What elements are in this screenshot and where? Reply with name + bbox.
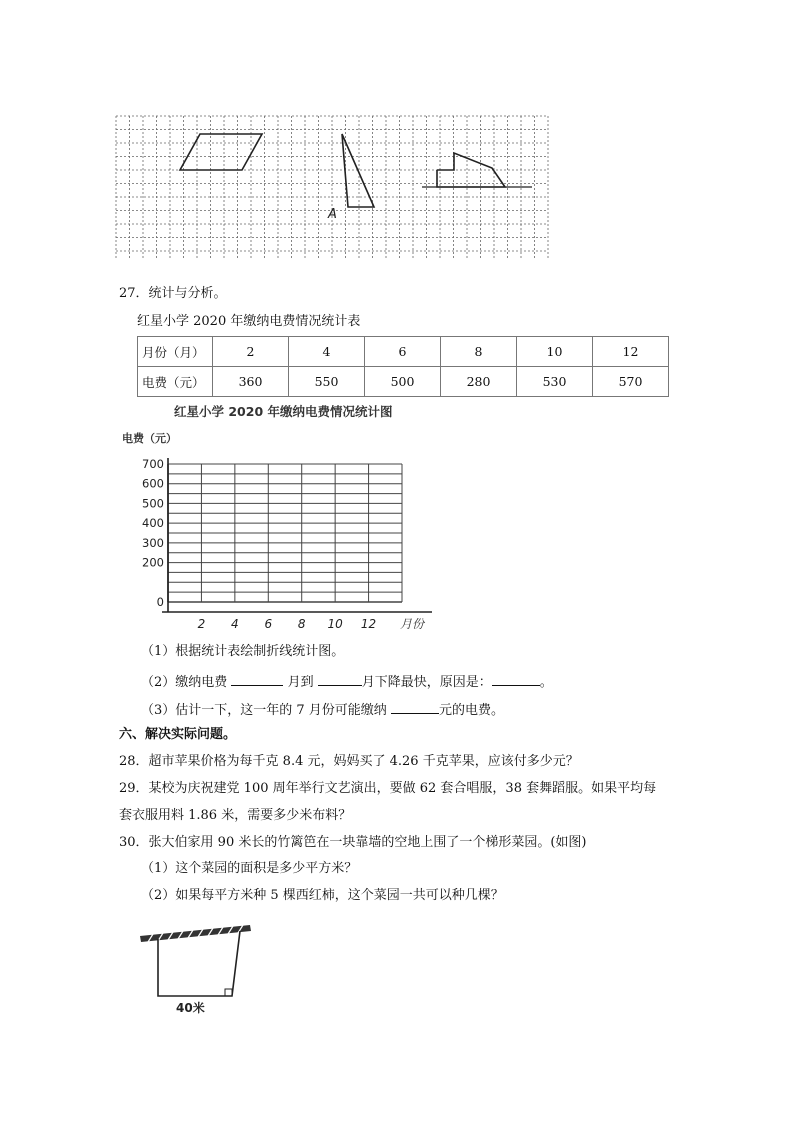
table-cell: 6	[365, 337, 441, 367]
q30-sub1: （1）这个菜园的面积是多少平方米？	[141, 861, 358, 876]
answer-blank-july-fee[interactable]	[391, 699, 439, 714]
answer-blank-start-month[interactable]	[231, 671, 283, 686]
table-header-fee: 电费（元）	[138, 367, 213, 397]
q27-sub3-part-b: 元的电费。	[438, 703, 504, 718]
table-cell: 570	[593, 367, 669, 397]
table-header-month: 月份（月）	[138, 337, 213, 367]
point-a-label: A	[328, 207, 337, 222]
wall-hatching	[140, 925, 251, 942]
table-cell: 280	[441, 367, 517, 397]
chart-x-tick-label: 2	[197, 617, 206, 631]
chart-x-tick-label: 10	[327, 617, 343, 631]
chart-title: 红星小学 2020 年缴纳电费情况统计图	[174, 404, 393, 419]
q27-sub3	[141, 699, 504, 721]
parallelogram-shape	[180, 134, 262, 170]
table-cell: 360	[213, 367, 289, 397]
table-cell: 550	[289, 367, 365, 397]
q27-sub2	[141, 671, 553, 693]
table-cell: 4	[289, 337, 365, 367]
q29-line1: 29．某校为庆祝建党 100 周年举行文艺演出，要做 62 套合唱服，38 套舞蹈服。如果平均每	[119, 781, 657, 796]
chart-y-tick-label: 300	[142, 535, 164, 550]
q30-line1: 30．张大伯家用 90 米长的竹篱笆在一块靠墙的空地上围了一个梯形菜园。(如图)	[119, 835, 587, 850]
chart-ylabel: 电费（元）	[122, 432, 177, 445]
fence-outline	[158, 931, 240, 996]
table-cell: 500	[365, 367, 441, 397]
trapezoid-garden-figure	[130, 918, 270, 1018]
table-cell: 530	[517, 367, 593, 397]
chart-x-tick-label: 8	[297, 617, 306, 631]
chart-y-tick-label: 400	[142, 516, 164, 531]
q27-sub3-part-a: （3）估计一下，这一年的 7 月份可能缴纳	[141, 703, 387, 718]
grid-figure	[112, 112, 552, 262]
chart-x-ticks	[198, 617, 377, 631]
answer-blank-reason[interactable]	[492, 671, 540, 686]
table-cell: 8	[441, 337, 517, 367]
chart-grid	[162, 458, 432, 612]
q27-sub2-part-d: 。	[539, 675, 553, 690]
table-cell: 10	[517, 337, 593, 367]
answer-blank-end-month[interactable]	[318, 671, 362, 686]
line-chart	[120, 400, 450, 638]
right-angle-mark	[225, 989, 232, 996]
chart-y-tick-label: 600	[142, 476, 164, 491]
chart-x-tick-label: 6	[264, 617, 273, 631]
q28-text: 28．超市苹果价格为每千克 8.4 元，妈妈买了 4.26 千克苹果，应该付多少元？	[119, 754, 579, 769]
q27-sub2-part-a: （2）缴纳电费	[141, 675, 228, 690]
chart-y-tick-label: 500	[142, 496, 164, 511]
q27-sub1: （1）根据统计表绘制折线统计图。	[141, 644, 345, 659]
chart-xlabel: 月份	[400, 617, 425, 631]
table-row-fee	[138, 367, 669, 397]
electricity-fee-table	[137, 336, 669, 397]
chart-x-tick-label: 12	[360, 617, 377, 631]
q30-sub2: （2）如果每平方米种 5 棵西红柿，这个菜园一共可以种几棵？	[141, 888, 504, 903]
right-triangle-shape	[342, 134, 374, 207]
section-6-title: 六、解决实际问题。	[119, 727, 237, 742]
q27-sub2-part-b: 月到	[287, 675, 314, 690]
composite-shape	[437, 153, 505, 187]
chart-y-tick-label: 700	[142, 457, 164, 471]
q29-line2: 套衣服用料 1.86 米，需要多少米布料？	[119, 808, 352, 823]
chart-y-ticks	[142, 457, 164, 609]
chart-y-tick-label: 200	[142, 555, 164, 570]
chart-y-tick-label: 0	[156, 595, 164, 609]
table-cell: 2	[213, 337, 289, 367]
table-cell: 12	[593, 337, 669, 367]
table-row-month	[138, 337, 669, 367]
chart-x-tick-label: 4	[231, 617, 239, 631]
q27-title: 27．统计与分析。	[119, 286, 227, 301]
table-caption: 红星小学 2020 年缴纳电费情况统计表	[137, 314, 361, 329]
garden-base-label: 40米	[176, 1001, 205, 1015]
q27-sub2-part-c: 月下降最快，原因是：	[361, 675, 492, 690]
